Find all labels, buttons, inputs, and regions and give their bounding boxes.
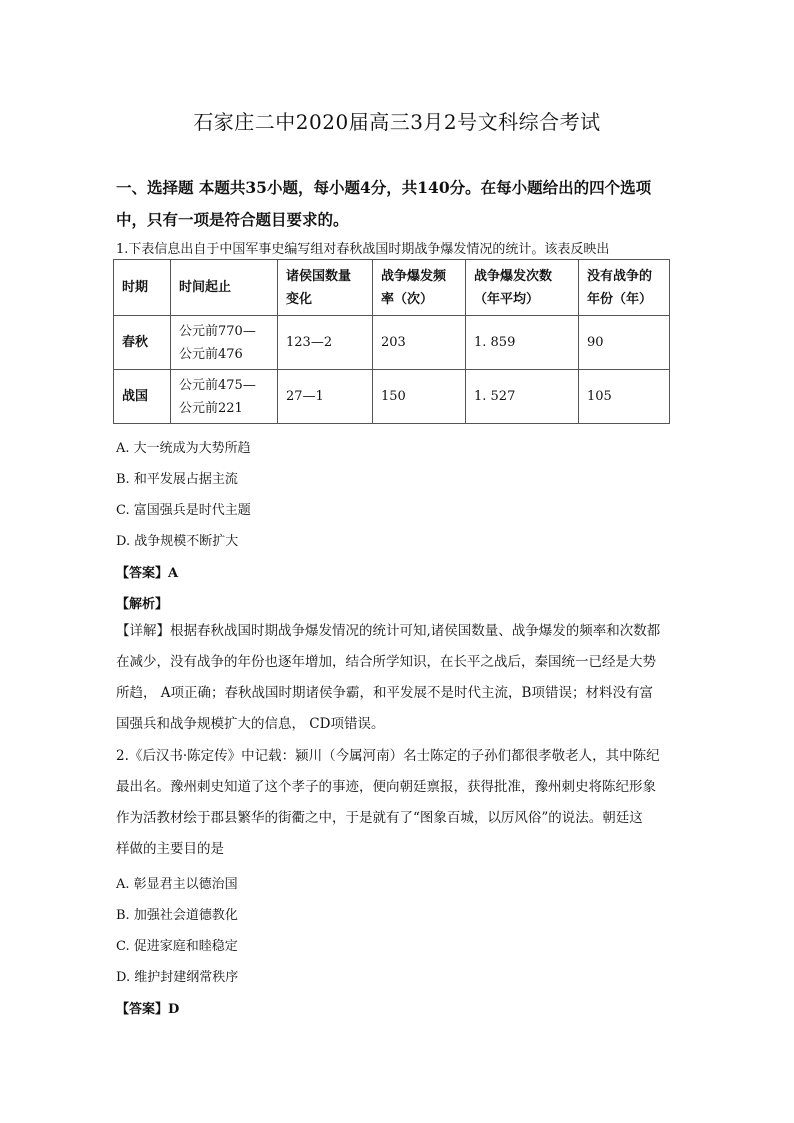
explanation-line: 【详解】根据春秋战国时期战争爆发情况的统计可知,诸侯国数量、战争爆发的频率和次数都 bbox=[116, 623, 661, 639]
table-row bbox=[114, 370, 670, 424]
question-1-option-b: B. 和平发展占据主流 bbox=[116, 472, 238, 487]
question-2-stem-line: 2.《后汉书·陈定传》中记载：颍川（今属河南）名士陈定的子孙们都很孝敬老人，其中陈纪 bbox=[116, 748, 660, 764]
page-title: 石家庄二中2020届高三3月2号文科综合考试 bbox=[193, 110, 601, 134]
cell-period: 战国 bbox=[114, 370, 171, 424]
question-2-answer: 【答案】D bbox=[116, 1002, 180, 1017]
question-1-option-a: A. 大一统成为大势所趋 bbox=[116, 441, 251, 456]
section-heading bbox=[116, 172, 691, 236]
section-heading-line-2: 中，只有一项是符合题目要求的。 bbox=[116, 210, 349, 229]
question-1-answer: 【答案】A bbox=[116, 566, 179, 581]
header-frequency: 战争爆发频 率（次） bbox=[373, 260, 466, 316]
cell-states: 27—1 bbox=[278, 370, 373, 424]
cell-peace-years: 105 bbox=[579, 370, 670, 424]
cell-period: 春秋 bbox=[114, 316, 171, 370]
question-1-stem: 1.下表信息出自于中国军事史编写组对春秋战国时期战争爆发情况的统计。该表反映出 bbox=[116, 242, 610, 257]
cell-time: 公元前770— 公元前476 bbox=[171, 316, 278, 370]
header-peace-years: 没有战争的 年份（年） bbox=[579, 260, 670, 316]
cell-states: 123—2 bbox=[278, 316, 373, 370]
question-2-stem-line: 最出名。豫州刺史知道了这个孝子的事迹，便向朝廷禀报，获得批准，豫州刺史将陈纪形象 bbox=[116, 779, 656, 795]
header-states: 诸侯国数量 变化 bbox=[278, 260, 373, 316]
question-2-stem bbox=[116, 741, 691, 865]
question-2-option-a: A. 彰显君主以德治国 bbox=[116, 877, 238, 892]
question-1-explanation bbox=[116, 616, 691, 740]
question-1-option-c: C. 富国强兵是时代主题 bbox=[116, 503, 251, 518]
header-average: 战争爆发次数 （年平均） bbox=[466, 260, 579, 316]
section-heading-line-1: 一、选择题 本题共35小题，每小题4分，共140分。在每小题给出的四个选项 bbox=[116, 178, 652, 197]
question-2-stem-line: 样做的主要目的是 bbox=[116, 841, 224, 857]
cell-time: 公元前475— 公元前221 bbox=[171, 370, 278, 424]
header-period: 时期 bbox=[114, 260, 171, 316]
cell-frequency: 203 bbox=[373, 316, 466, 370]
cell-peace-years: 90 bbox=[579, 316, 670, 370]
cell-frequency: 150 bbox=[373, 370, 466, 424]
explanation-line: 所趋， A项正确；春秋战国时期诸侯争霸，和平发展不是时代主流，B项错误；材料没有富 bbox=[116, 685, 653, 701]
header-time: 时间起止 bbox=[171, 260, 278, 316]
question-1-analysis-label: 【解析】 bbox=[116, 597, 169, 612]
cell-average: 1. 527 bbox=[466, 370, 579, 424]
question-2-option-c: C. 促进家庭和睦稳定 bbox=[116, 939, 238, 954]
statistics-table bbox=[113, 259, 670, 424]
question-2-option-d: D. 维护封建纲常秩序 bbox=[116, 970, 239, 985]
explanation-line: 国强兵和战争规模扩大的信息， CD项错误。 bbox=[116, 716, 385, 732]
question-2-option-b: B. 加强社会道德教化 bbox=[116, 908, 238, 923]
cell-average: 1. 859 bbox=[466, 316, 579, 370]
explanation-line: 在减少，没有战争的年份也逐年增加，结合所学知识，在长平之战后，秦国统一已经是大势 bbox=[116, 654, 656, 670]
table-row bbox=[114, 316, 670, 370]
question-2-stem-line: 作为活教材绘于郡县繁华的街衢之中，于是就有了“图象百城，以厉风俗”的说法。朝廷这 bbox=[116, 810, 643, 826]
question-1-option-d: D. 战争规模不断扩大 bbox=[116, 534, 239, 549]
table-header-row bbox=[114, 260, 670, 316]
